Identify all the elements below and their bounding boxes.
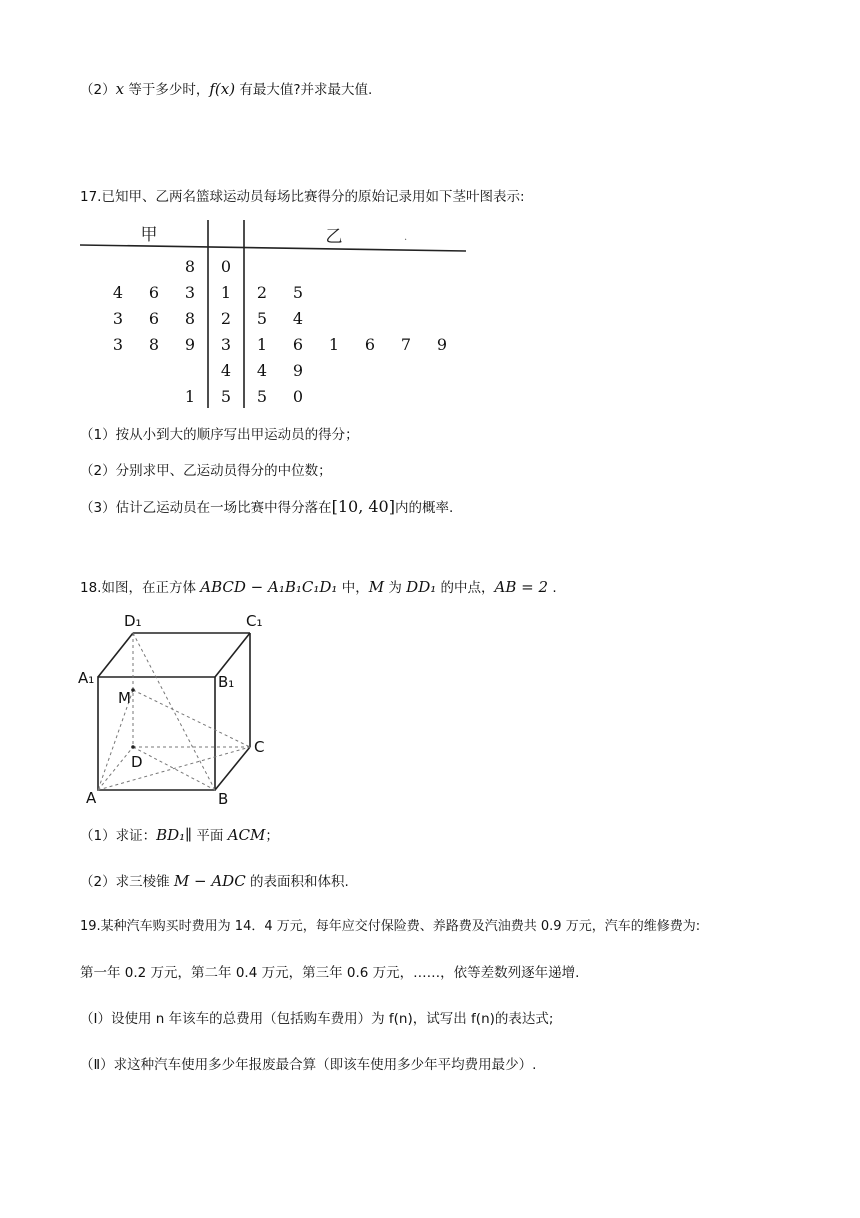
q17-part1: （1）按从小到大的顺序写出甲运动员的得分； (80, 427, 359, 443)
leaf-right: 0 (292, 387, 304, 406)
stem-value: 2 (220, 309, 232, 328)
q18-text: 18.如图，在正方体 (80, 580, 201, 596)
label-m: M (118, 689, 131, 707)
q16-text-tail: 有最大值?并求最大值. (235, 82, 373, 98)
label-yi: 乙 (325, 227, 343, 247)
q19-part2: （Ⅱ）求这种汽车使用多少年报废最合算（即该车使用多少年平均费用最少）. (80, 1057, 537, 1073)
label-a: A (86, 789, 97, 807)
stem-value: 5 (220, 387, 232, 406)
label-jia: 甲 (140, 225, 158, 245)
math-ab: AB = 2 (494, 578, 549, 596)
math-cube: ABCD − A₁B₁C₁D₁ (200, 578, 338, 596)
stem-value: 0 (220, 257, 232, 276)
q18-stem (80, 577, 557, 598)
q18-text: . (548, 580, 557, 596)
label-b1: B₁ (218, 673, 235, 691)
leaf-left: 3 (112, 335, 124, 354)
stem-value: 3 (220, 335, 232, 354)
leaf-right: 2 (256, 283, 268, 302)
stem-value: 1 (220, 283, 232, 302)
q18-part1-text: ； (265, 828, 279, 844)
q18-text: 为 (384, 580, 407, 596)
q16-text: 等于多少时， (124, 82, 210, 98)
leaf-right: 5 (292, 283, 304, 302)
math-bd1: BD₁∥ (156, 826, 193, 844)
q18-text: 中， (337, 580, 369, 596)
math-segment: DD₁ (406, 578, 437, 596)
leaf-right: 6 (292, 335, 304, 354)
leaf-right: 7 (400, 335, 412, 354)
stem-value: 4 (220, 361, 232, 380)
part3-text: （3）估计乙运动员在一场比赛中得分落在 (80, 500, 332, 516)
cube-diagram (78, 607, 283, 807)
label-c: C (254, 738, 265, 756)
leaf-right: 9 (436, 335, 448, 354)
math-point-m: M (368, 578, 385, 596)
q18-part2 (80, 871, 349, 892)
leaf-left: 6 (148, 309, 160, 328)
label-a1: A₁ (78, 669, 95, 687)
stem-leaf-plot (78, 218, 478, 408)
q18-part2-text: 的表面积和体积. (245, 874, 349, 890)
q18-part1 (80, 825, 279, 846)
leaf-right: 9 (292, 361, 304, 380)
leaf-left: 8 (148, 335, 160, 354)
leaf-right: 5 (256, 387, 268, 406)
leaf-left: 3 (112, 309, 124, 328)
leaf-left: 9 (184, 335, 196, 354)
q18-text: 的中点， (436, 580, 495, 596)
header-rule (80, 245, 466, 251)
interval: [10, 40] (331, 497, 395, 516)
label-b: B (218, 790, 229, 807)
math-var-x: x (115, 80, 125, 98)
leaf-right: 1 (328, 335, 340, 354)
leaf-right: 5 (256, 309, 268, 328)
math-func-fx: f(x) (209, 80, 236, 98)
math-pyramid: M − ADC (173, 872, 246, 890)
leaf-left: 6 (148, 283, 160, 302)
q16-part2 (80, 79, 372, 100)
q17-stem: 17.已知甲、乙两名篮球运动员每场比赛得分的原始记录用如下茎叶图表示: (80, 189, 525, 205)
leaf-right: 1 (256, 335, 268, 354)
part-number: （2） (80, 82, 116, 98)
leaf-right: 4 (292, 309, 304, 328)
q17-part2: （2）分别求甲、乙运动员得分的中位数； (80, 463, 332, 479)
label-c1: C₁ (246, 612, 263, 630)
label-d: D (131, 753, 143, 771)
leaf-left: 4 (112, 283, 124, 302)
part3-text-tail: 内的概率. (394, 500, 454, 516)
leaf-right: 4 (256, 361, 268, 380)
q19-line2: 第一年 0.2 万元，第二年 0.4 万元，第三年 0.6 万元，……，依等差数列逐年递增. (80, 965, 580, 981)
q19-line1: 19.某种汽车购买时费用为 14．4 万元，每年应交付保险费、养路费及汽油费共 0.9 万元，汽车的维修费为: (80, 919, 701, 934)
label-d1: D₁ (124, 612, 142, 630)
leaf-left: 1 (184, 387, 196, 406)
q18-part2-text: （2）求三棱锥 (80, 874, 174, 890)
q18-part1-text: 平面 (192, 828, 228, 844)
leaf-left: 8 (184, 309, 196, 328)
q18-part1-text: （1）求证： (80, 828, 157, 844)
q19-part1: （Ⅰ）设使用 n 年该车的总费用（包括购车费用）为 f(n)，试写出 f(n)的表达式; (80, 1011, 554, 1027)
leaf-left: 8 (184, 257, 196, 276)
q17-part3 (80, 497, 453, 518)
leaf-right: 6 (364, 335, 376, 354)
leaf-left: 3 (184, 283, 196, 302)
stray-dot: . (404, 232, 408, 243)
math-plane: ACM (227, 826, 266, 844)
